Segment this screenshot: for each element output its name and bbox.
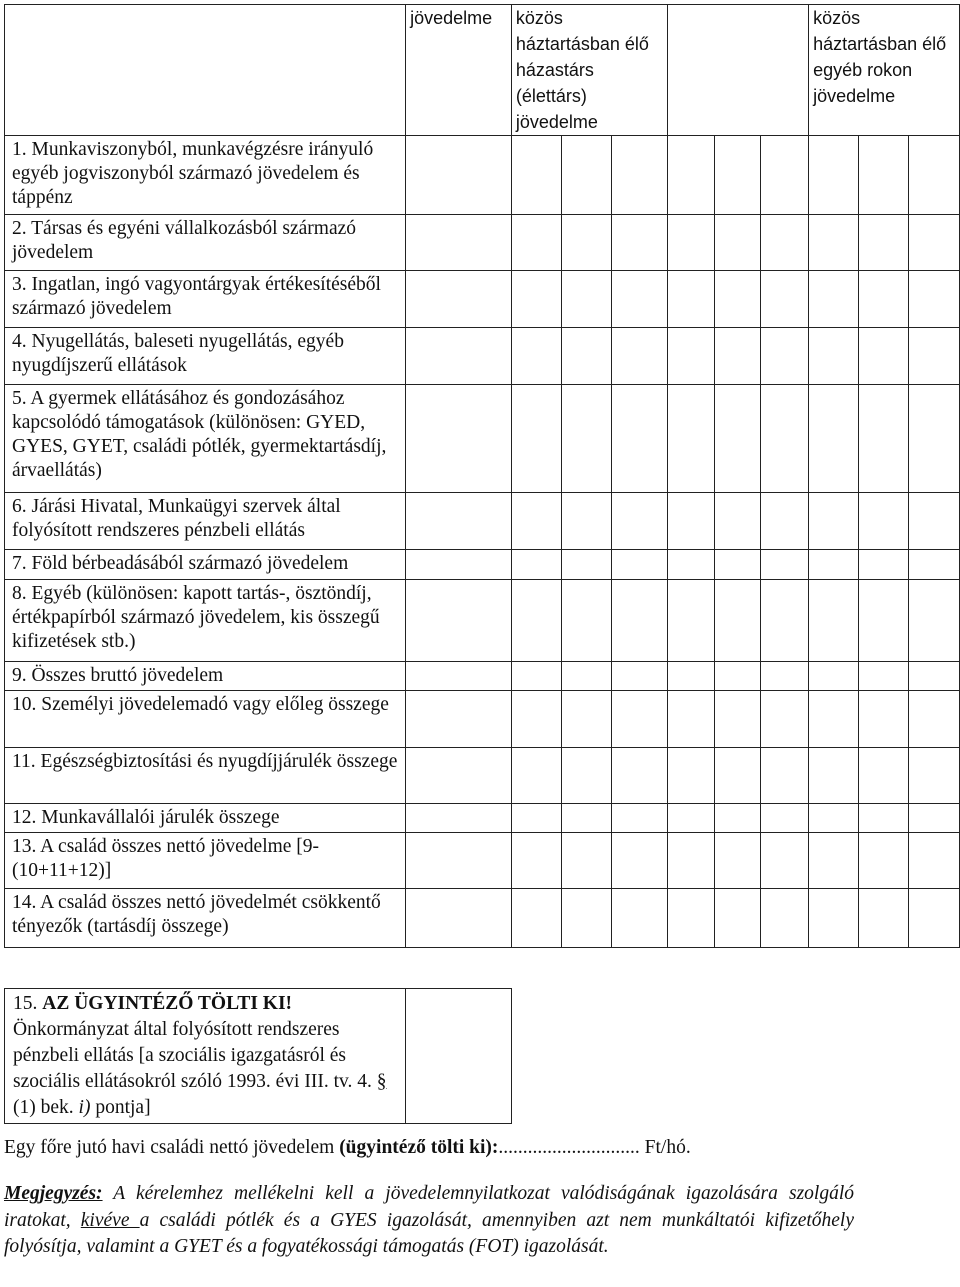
cell-input[interactable]: [809, 271, 859, 328]
cell-input: [511, 989, 959, 1124]
cell-input[interactable]: [561, 493, 611, 550]
cell-input[interactable]: [406, 385, 512, 493]
cell-input[interactable]: [760, 136, 808, 215]
note-text2: a családi pótlék és a GYES igazolását, amennyiben azt nem munkáltatói kifizetőhely folyósítja, valamint a GYET és a fogyatékossági támogatás (FOT) igazolását.: [4, 1209, 855, 1257]
note-kiveve: kivéve: [80, 1209, 140, 1231]
row-label: 11. Egészségbiztosítási és nyugdíjjárulék összege: [5, 748, 406, 804]
cell-input[interactable]: [760, 328, 808, 385]
cell-input[interactable]: [406, 691, 512, 748]
table-row: [5, 385, 960, 493]
cell-input[interactable]: [406, 493, 512, 550]
cell-input[interactable]: [809, 136, 859, 215]
cell-input[interactable]: [511, 889, 561, 948]
cell-input[interactable]: [859, 580, 909, 662]
row-label: 5. A gyermek ellátásához és gondozásához kapcsolódó támogatások (különösen: GYED, GYES, GYET, családi pótlék, gyermektartásdíj, árvaellátás): [5, 385, 406, 493]
cell-input[interactable]: [715, 215, 760, 271]
cell-input[interactable]: [760, 580, 808, 662]
cell-input[interactable]: [908, 580, 959, 662]
cell-input[interactable]: [611, 550, 668, 580]
row-label: 6. Járási Hivatal, Munkaügyi szervek által folyósított rendszeres pénzbeli ellátás: [5, 493, 406, 550]
row-label: 3. Ingatlan, ingó vagyontárgyak értékesítéséből származó jövedelem: [5, 271, 406, 328]
cell-input[interactable]: [511, 748, 561, 804]
cell-input[interactable]: [668, 662, 715, 691]
row-label: 4. Nyugellátás, baleseti nyugellátás, egyéb nyugdíjszerű ellátások: [5, 328, 406, 385]
cell-input[interactable]: [561, 833, 611, 889]
cell-input[interactable]: [760, 662, 808, 691]
table-row: [5, 833, 960, 889]
cell-input[interactable]: [561, 580, 611, 662]
header-relative-income: közös háztartásban élő egyéb rokon jövedelme: [809, 5, 960, 136]
cell-input[interactable]: [809, 804, 859, 833]
cell-input[interactable]: [668, 493, 715, 550]
row15-text: Önkormányzat által folyósított rendszeres pénzbeli ellátás [a szociális igazgatásról és szociális ellátásokról szóló 1993. évi III. tv. 4.: [13, 1019, 372, 1092]
table-row: [5, 662, 960, 691]
cell-input[interactable]: [859, 136, 909, 215]
cell-input[interactable]: [561, 136, 611, 215]
cell-input[interactable]: [809, 580, 859, 662]
row-label: 14. A család összes nettó jövedelmét csökkentő tényezők (tartásdíj összege): [5, 889, 406, 948]
cell-input[interactable]: [511, 662, 561, 691]
cell-input[interactable]: [406, 328, 512, 385]
cell-input[interactable]: [908, 215, 959, 271]
cell-input[interactable]: [611, 691, 668, 748]
table-gap: [5, 948, 960, 989]
cell-input[interactable]: [809, 328, 859, 385]
cell-input[interactable]: [809, 662, 859, 691]
cell-input[interactable]: [908, 889, 959, 948]
row-label: 7. Föld bérbeadásából származó jövedelem: [5, 550, 406, 580]
cell-input: [5, 948, 960, 989]
cell-input[interactable]: [561, 804, 611, 833]
cell-input[interactable]: [859, 550, 909, 580]
cell-input[interactable]: [715, 550, 760, 580]
cell-input[interactable]: [611, 215, 668, 271]
cell-input[interactable]: [809, 385, 859, 493]
row-label: 13. A család összes nettó jövedelme [9-(10+11+12)]: [5, 833, 406, 889]
row-label: 1. Munkaviszonyból, munkavégzésre irányuló egyéb jogviszonyból származó jövedelem és táppénz: [5, 136, 406, 215]
cell-input[interactable]: [668, 748, 715, 804]
cell-input[interactable]: [406, 748, 512, 804]
cell-input[interactable]: [561, 550, 611, 580]
row-label: 8. Egyéb (különösen: kapott tartás-, ösztöndíj, értékpapírból származó jövedelem, kis összegű kifizetések stb.): [5, 580, 406, 662]
table-row: [5, 550, 960, 580]
cell-input[interactable]: [760, 385, 808, 493]
row15-clerk-note: AZ ÜGYINTÉZŐ TÖLTI KI!: [42, 993, 293, 1014]
cell-input[interactable]: [809, 833, 859, 889]
cell-input[interactable]: [859, 804, 909, 833]
row15-section-sign: §: [376, 1071, 387, 1092]
cell-input[interactable]: [760, 550, 808, 580]
cell-input[interactable]: [611, 385, 668, 493]
cell-input[interactable]: [511, 328, 561, 385]
per-capita-value[interactable]: ............................. Ft/hó.: [498, 1137, 691, 1158]
cell-input[interactable]: [668, 833, 715, 889]
cell-input[interactable]: [760, 271, 808, 328]
cell-input[interactable]: [760, 215, 808, 271]
cell-input[interactable]: [668, 136, 715, 215]
table-row: [5, 271, 960, 328]
cell-input[interactable]: [668, 889, 715, 948]
cell-input[interactable]: [406, 833, 512, 889]
cell-input[interactable]: [668, 804, 715, 833]
cell-input[interactable]: [561, 748, 611, 804]
cell-input[interactable]: [406, 271, 512, 328]
row15-num: 15.: [13, 993, 43, 1014]
header-blank: [668, 5, 809, 136]
cell-input[interactable]: [908, 136, 959, 215]
cell-input[interactable]: [809, 691, 859, 748]
cell-input[interactable]: [611, 662, 668, 691]
cell-input[interactable]: [611, 271, 668, 328]
cell-input[interactable]: [611, 328, 668, 385]
cell-input[interactable]: [859, 271, 909, 328]
header-row: [5, 5, 960, 136]
header-label-cell: [5, 5, 406, 136]
cell-input[interactable]: [668, 271, 715, 328]
row-label: 9. Összes bruttó jövedelem: [5, 662, 406, 691]
cell-input[interactable]: [668, 580, 715, 662]
cell-input[interactable]: [715, 889, 760, 948]
cell-input[interactable]: [908, 328, 959, 385]
cell-input[interactable]: [715, 493, 760, 550]
cell-input[interactable]: [668, 691, 715, 748]
cell-input[interactable]: [908, 691, 959, 748]
per-capita-clerk: (ügyintéző tölti ki):: [339, 1137, 499, 1158]
cell-input[interactable]: [668, 215, 715, 271]
cell-input[interactable]: [406, 550, 512, 580]
header-income: jövedelme: [406, 5, 512, 136]
row-label: 12. Munkavállalói járulék összege: [5, 804, 406, 833]
table-row: [5, 889, 960, 948]
cell-input[interactable]: [715, 748, 760, 804]
row-label: 2. Társas és egyéni vállalkozásból származó jövedelem: [5, 215, 406, 271]
cell-input[interactable]: [859, 833, 909, 889]
cell-input[interactable]: [859, 215, 909, 271]
cell-input[interactable]: [668, 328, 715, 385]
cell-input[interactable]: [859, 328, 909, 385]
cell-input[interactable]: [561, 691, 611, 748]
cell-input[interactable]: [511, 271, 561, 328]
cell-input[interactable]: [715, 833, 760, 889]
table-row: [5, 748, 960, 804]
cell-input[interactable]: [715, 580, 760, 662]
cell-input[interactable]: [908, 804, 959, 833]
cell-input[interactable]: [611, 889, 668, 948]
cell-input[interactable]: [511, 691, 561, 748]
cell-input[interactable]: [406, 662, 512, 691]
per-capita-label: Egy főre jutó havi családi nettó jövedelem: [4, 1137, 340, 1158]
cell-input[interactable]: [511, 550, 561, 580]
income-table: [4, 4, 960, 1124]
table-row: [5, 215, 960, 271]
cell-input[interactable]: [809, 215, 859, 271]
cell-input[interactable]: [668, 550, 715, 580]
cell-input[interactable]: [715, 691, 760, 748]
cell-input[interactable]: [561, 662, 611, 691]
note: [4, 1181, 854, 1261]
cell-input[interactable]: [611, 493, 668, 550]
cell-input[interactable]: [406, 215, 512, 271]
cell-input[interactable]: [668, 385, 715, 493]
cell-input[interactable]: [611, 136, 668, 215]
cell-input[interactable]: [406, 804, 512, 833]
cell-input[interactable]: [908, 550, 959, 580]
table-row: [5, 580, 960, 662]
cell-input[interactable]: [511, 385, 561, 493]
cell-input[interactable]: [859, 889, 909, 948]
income-rows: [5, 136, 960, 948]
cell-input[interactable]: [561, 271, 611, 328]
cell-input[interactable]: [908, 833, 959, 889]
cell-input[interactable]: [908, 662, 959, 691]
cell-input[interactable]: [715, 328, 760, 385]
cell-input[interactable]: [908, 748, 959, 804]
cell-input[interactable]: [908, 493, 959, 550]
row15-text2: (1) bek.: [13, 1097, 79, 1118]
cell-input[interactable]: [511, 493, 561, 550]
cell-input[interactable]: [561, 215, 611, 271]
cell-input[interactable]: [715, 804, 760, 833]
header-spouse-income: közös háztartásban élő házastárs (élettárs) jövedelme: [511, 5, 667, 136]
cell-input[interactable]: [809, 748, 859, 804]
cell-input[interactable]: [908, 385, 959, 493]
per-capita-income-line: [4, 1135, 691, 1161]
cell-input[interactable]: [561, 889, 611, 948]
table-row-15: [5, 989, 960, 1124]
cell-input[interactable]: [511, 215, 561, 271]
cell-input[interactable]: [406, 580, 512, 662]
cell-input[interactable]: [511, 833, 561, 889]
cell-input[interactable]: [715, 385, 760, 493]
table-row: [5, 804, 960, 833]
cell-input[interactable]: [760, 804, 808, 833]
cell-input[interactable]: [611, 833, 668, 889]
table-row: [5, 493, 960, 550]
cell-input[interactable]: [511, 804, 561, 833]
cell-input[interactable]: [760, 691, 808, 748]
table-row: [5, 691, 960, 748]
cell-input[interactable]: [809, 493, 859, 550]
cell-input[interactable]: [859, 662, 909, 691]
row15-point: i): [78, 1097, 91, 1118]
cell-input[interactable]: [809, 550, 859, 580]
cell-input[interactable]: [760, 833, 808, 889]
cell-input[interactable]: [760, 493, 808, 550]
note-key: Megjegyzés:: [4, 1183, 103, 1204]
cell-input[interactable]: [760, 889, 808, 948]
row-label: 10. Személyi jövedelemadó vagy előleg összege: [5, 691, 406, 748]
cell-input[interactable]: [406, 136, 512, 215]
cell-input[interactable]: [715, 271, 760, 328]
cell-input[interactable]: [611, 580, 668, 662]
cell-input[interactable]: [809, 889, 859, 948]
cell-input[interactable]: [561, 385, 611, 493]
table-row: [5, 328, 960, 385]
row15-cell[interactable]: [406, 989, 512, 1124]
cell-input[interactable]: [760, 748, 808, 804]
cell-input[interactable]: [561, 328, 611, 385]
row15-text3: pontja]: [90, 1097, 151, 1118]
cell-input[interactable]: [715, 136, 760, 215]
cell-input[interactable]: [406, 889, 512, 948]
cell-input[interactable]: [511, 136, 561, 215]
note-text1: A kérelemhez mellékelni kell a jövedelemnyilatkozat valódiságának igazolására szolgáló iratokat,: [4, 1183, 854, 1231]
cell-input[interactable]: [611, 804, 668, 833]
row15-label: [5, 989, 406, 1124]
cell-input[interactable]: [511, 580, 561, 662]
cell-input[interactable]: [611, 748, 668, 804]
cell-input[interactable]: [859, 385, 909, 493]
cell-input[interactable]: [715, 662, 760, 691]
cell-input[interactable]: [859, 493, 909, 550]
cell-input[interactable]: [859, 748, 909, 804]
table-row: [5, 136, 960, 215]
cell-input[interactable]: [859, 691, 909, 748]
cell-input[interactable]: [908, 271, 959, 328]
